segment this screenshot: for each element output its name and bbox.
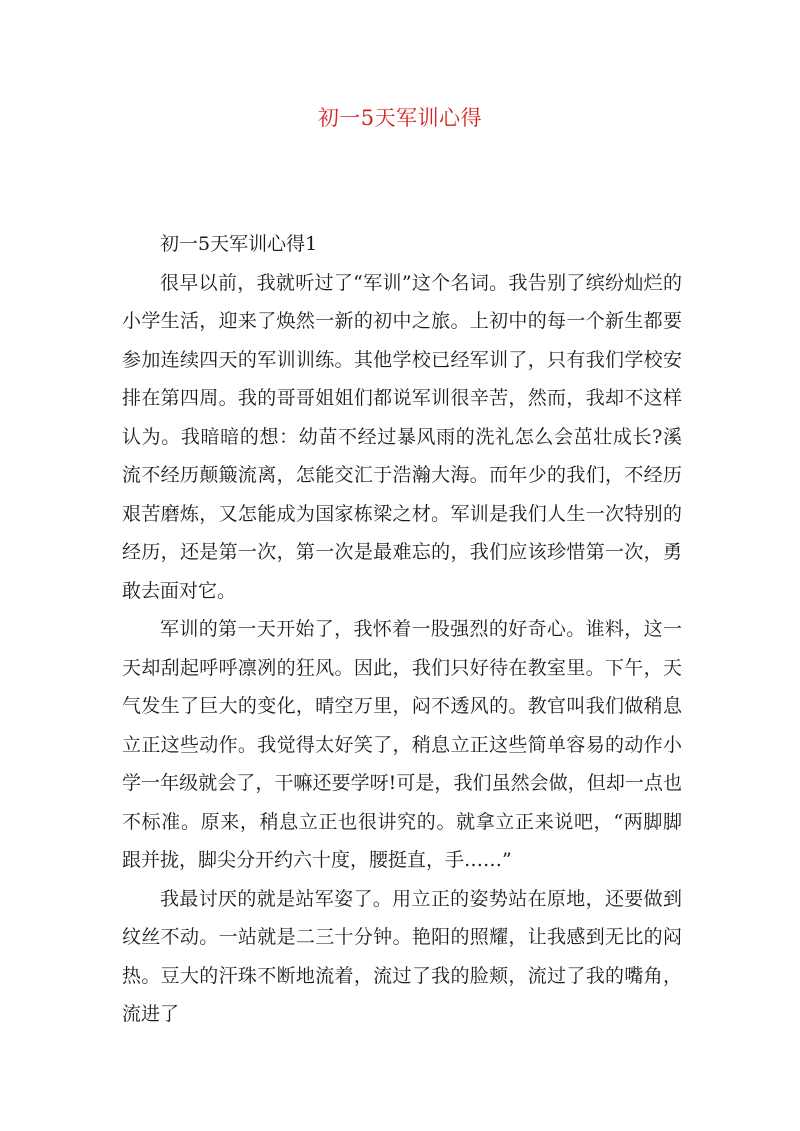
paragraph-1: 很早以前，我就听过了“军训”这个名词。我告别了缤纷灿烂的小学生活，迎来了焕然一新的初中之旅。上初中的每一个新生都要参加连续四天的军训训练。其他学校已经军训了，只有我们学校安排在第四周。我的哥哥姐姐们都说军训很辛苦，然而，我却不这样认为。我暗暗的想：幼苗不经过暴风雨的洗礼怎么会茁壮成长?溪流不经历颠簸流离，怎能交汇于浩瀚大海。而年少的我们，不经历艰苦磨炼，又怎能成为国家栋梁之材。军训是我们人生一次特别的经历，还是第一次，第一次是最难忘的，我们应该珍惜第一次，勇敢去面对它。: [122, 271, 682, 602]
paragraph-2: 军训的第一天开始了，我怀着一股强烈的好奇心。谁料，这一天却刮起呼呼凛冽的狂风。因此，我们只好待在教室里。下午，天气发生了巨大的变化，晴空万里，闷不透风的。教官叫我们做稍息立正这些动作。我觉得太好笑了，稍息立正这些简单容易的动作小学一年级就会了，干嘛还要学呀!可是，我们虽然会做，但却一点也不标准。原来，稍息立正也很讲究的。就拿立正来说吧，“两脚脚跟并拢，脚尖分开约六十度，腰挺直，手……”: [122, 618, 682, 871]
section-heading: 初一5天军训心得1: [160, 233, 318, 255]
document-title: 初一5天军训心得: [317, 106, 483, 130]
paragraph-3: 我最讨厌的就是站军姿了。用立正的姿势站在原地，还要做到纹丝不动。一站就是二三十分钟。艳阳的照耀，让我感到无比的闷热。豆大的汗珠不断地流着，流过了我的脸颊，流过了我的嘴角，流进了: [122, 887, 682, 1025]
document-body: [122, 225, 682, 1034]
